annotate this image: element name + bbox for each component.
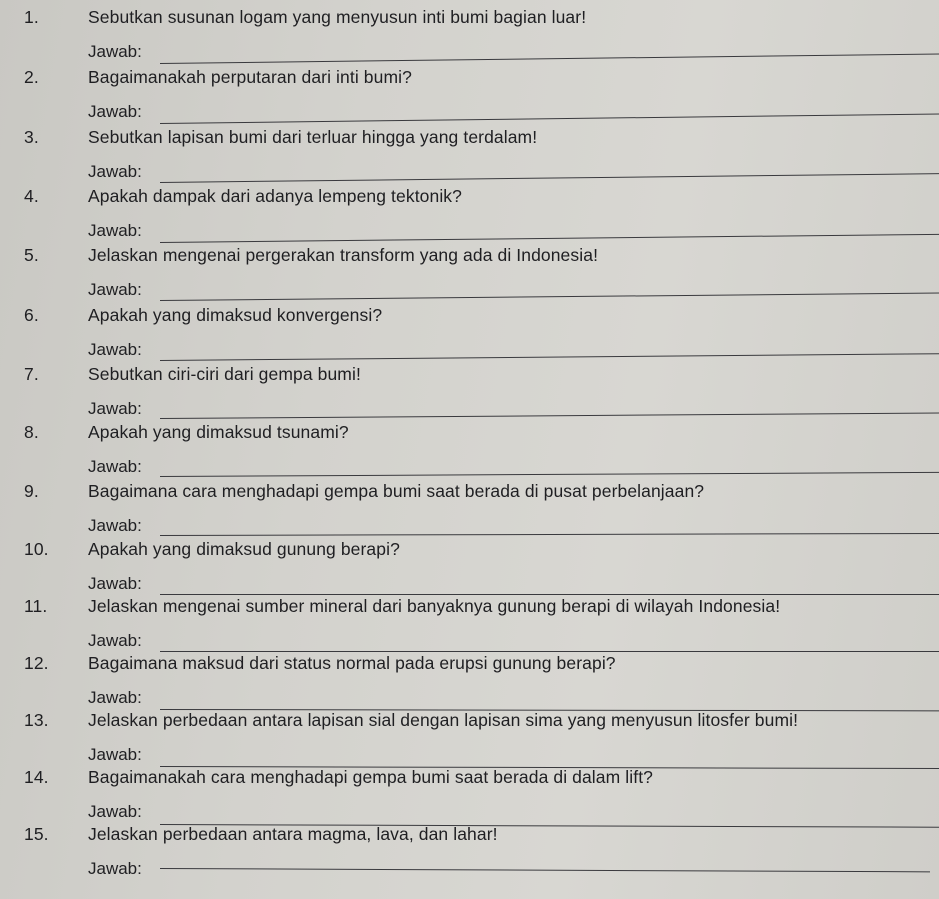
question-line	[24, 767, 653, 788]
question-number: 8.	[24, 422, 39, 442]
answer-line[interactable]	[160, 234, 939, 243]
question-text: Apakah dampak dari adanya lempeng tektonik?	[88, 186, 462, 206]
question-line	[24, 127, 537, 148]
question-13	[0, 710, 939, 768]
question-number: 5.	[24, 245, 39, 265]
question-number: 13.	[24, 710, 49, 730]
question-5	[0, 245, 939, 303]
answer-line[interactable]	[160, 651, 939, 652]
question-text: Bagaimana cara menghadapi gempa bumi saat berada di pusat perbelanjaan?	[88, 481, 705, 501]
answer-line[interactable]	[160, 868, 930, 872]
answer-line[interactable]	[160, 293, 939, 301]
question-text: Jelaskan perbedaan antara magma, lava, dan lahar!	[88, 824, 498, 844]
question-text: Sebutkan ciri-ciri dari gempa bumi!	[88, 364, 361, 384]
question-12	[0, 653, 939, 711]
answer-label: Jawab:	[88, 457, 142, 476]
answer-line[interactable]	[160, 353, 939, 361]
question-3	[0, 127, 939, 185]
question-11	[0, 596, 939, 654]
question-line	[24, 364, 361, 385]
question-line	[24, 824, 498, 845]
answer-label: Jawab:	[88, 280, 142, 299]
question-line	[24, 653, 616, 674]
question-line	[24, 422, 349, 443]
question-number: 4.	[24, 186, 39, 206]
answer-line[interactable]	[160, 594, 939, 595]
question-6	[0, 305, 939, 363]
question-line	[24, 539, 400, 560]
question-text: Bagaimanakah cara menghadapi gempa bumi saat berada di dalam lift?	[88, 767, 654, 787]
question-10	[0, 539, 939, 597]
question-number: 12.	[24, 653, 49, 673]
answer-label: Jawab:	[88, 688, 142, 707]
question-number: 1.	[24, 7, 39, 27]
question-text: Apakah yang dimaksud gunung berapi?	[88, 539, 400, 559]
question-line	[24, 186, 462, 207]
answer-label: Jawab:	[88, 516, 142, 535]
question-text: Jelaskan perbedaan antara lapisan sial dengan lapisan sima yang menyusun litosfer bumi!	[88, 710, 799, 730]
question-number: 2.	[24, 67, 39, 87]
answer-label: Jawab:	[88, 745, 142, 764]
answer-label: Jawab:	[88, 221, 142, 240]
answer-line[interactable]	[160, 113, 939, 124]
question-text: Jelaskan mengenai pergerakan transform yang ada di Indonesia!	[88, 245, 599, 265]
question-text: Apakah yang dimaksud tsunami?	[88, 422, 349, 442]
question-number: 14.	[24, 767, 49, 787]
question-line	[24, 596, 780, 617]
question-9	[0, 481, 939, 539]
question-15	[0, 824, 939, 882]
question-number: 11.	[24, 596, 48, 616]
answer-label: Jawab:	[88, 859, 142, 878]
answer-label: Jawab:	[88, 162, 142, 181]
answer-line[interactable]	[160, 413, 939, 419]
answer-label: Jawab:	[88, 102, 142, 121]
question-1	[0, 7, 939, 65]
question-4	[0, 186, 939, 244]
question-text: Sebutkan lapisan bumi dari terluar hingga yang terdalam!	[88, 127, 538, 147]
answer-label: Jawab:	[88, 631, 142, 650]
answer-label: Jawab:	[88, 802, 142, 821]
question-line	[24, 245, 598, 266]
question-line	[24, 710, 798, 731]
answer-line[interactable]	[160, 472, 939, 477]
question-number: 9.	[24, 481, 39, 501]
answer-line[interactable]	[160, 53, 939, 64]
answer-label: Jawab:	[88, 340, 142, 359]
question-text: Apakah yang dimaksud konvergensi?	[88, 305, 383, 325]
question-text: Bagaimanakah perputaran dari inti bumi?	[88, 67, 412, 87]
question-14	[0, 767, 939, 825]
question-number: 3.	[24, 127, 39, 147]
question-line	[24, 7, 586, 28]
question-number: 7.	[24, 364, 39, 384]
answer-label: Jawab:	[88, 399, 142, 418]
question-line	[24, 67, 412, 88]
question-2	[0, 67, 939, 125]
question-line	[24, 481, 704, 502]
question-number: 6.	[24, 305, 39, 325]
question-text: Jelaskan mengenai sumber mineral dari banyaknya gunung berapi di wilayah Indonesia!	[88, 596, 781, 616]
question-number: 15.	[24, 824, 49, 844]
question-line	[24, 305, 382, 326]
question-text: Sebutkan susunan logam yang menyusun inti bumi bagian luar!	[88, 7, 587, 27]
question-7	[0, 364, 939, 422]
question-8	[0, 422, 939, 480]
question-text: Bagaimana maksud dari status normal pada erupsi gunung berapi?	[88, 653, 616, 673]
question-number: 10.	[24, 539, 49, 559]
answer-label: Jawab:	[88, 42, 142, 61]
answer-label: Jawab:	[88, 574, 142, 593]
answer-line[interactable]	[160, 533, 939, 536]
answer-line[interactable]	[160, 173, 939, 183]
